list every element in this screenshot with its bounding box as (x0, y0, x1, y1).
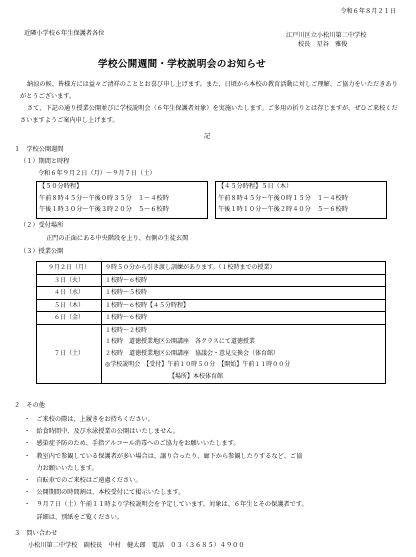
lesson-day: ７日（土） (37, 324, 102, 383)
schedule-50min-row (39, 195, 169, 203)
lessons-label: （３）授業公開 (20, 248, 64, 255)
schedule-time: 午前８時４５分～午後０時３５分 (39, 195, 132, 202)
list-item: ・ 自転車でのご来校はご遠慮ください。 (24, 477, 142, 485)
lesson-day: ６日（金） (37, 312, 102, 325)
ki-marker: 記 (204, 133, 211, 140)
lesson-desc: １校時～５校時 (102, 287, 386, 300)
table-row (37, 287, 386, 300)
saturday-line: １校時 道徳授業地区公開講座 各クラスにて道徳授業 (105, 338, 255, 346)
schedule-45min-heading: 【４５分時程】５日（木） (218, 183, 293, 190)
table-row (37, 274, 386, 287)
schedule-time: 午後１時３０分～午後３時２０分 (39, 206, 132, 213)
schedule-classes: １～４校時 (138, 195, 169, 202)
page-title: 学校公開週間・学校説明会のお知らせ (98, 59, 266, 70)
saturday-line: １校時～２校時 (105, 326, 148, 334)
recipients: 近隣小学校６年生保護者各位 (24, 30, 105, 37)
lessons-table (36, 261, 386, 384)
list-item: ・ ご来校の際は、上履きをお持ちください。 (24, 416, 154, 423)
list-item: ・ 公開期間の時間割は、本校受付にて掲示いたします。 (24, 489, 185, 497)
schedule-classes: ５～６校時 (317, 206, 348, 213)
list-item: 力お願いいたします。 (24, 464, 98, 472)
schedule-50min-heading: 【５０分時程】 (39, 183, 83, 190)
schedule-time: 午後１時１０分～午後２時４０分 (218, 206, 311, 213)
lesson-day: ５日（木） (37, 299, 102, 312)
lesson-desc-saturday (102, 324, 386, 383)
lesson-desc: １校時～６校時【４５分時程】 (102, 299, 386, 312)
schedule-time: 午前８時４５分～午後０時１５分 (218, 195, 311, 202)
schedule-classes: １～４校時 (317, 195, 348, 202)
lesson-day: ３日（火） (37, 274, 102, 287)
issue-date: 令和６年８月２１日 (340, 8, 396, 15)
lesson-desc: １校時～６校時 (102, 274, 386, 287)
notes-list (24, 414, 308, 524)
schedule-45min-box (215, 181, 387, 219)
list-item: ・ 感染症予防のため、手指アルコール消毒へのご協力をお願いいたします。 (24, 440, 240, 448)
school-name: 江戸川区立小松川第二中学校 (286, 32, 367, 39)
saturday-line: 【場所】本校体育館 (169, 372, 224, 380)
lesson-day: ９月２日（月） (37, 262, 102, 275)
contact-line: 小松川第二中学校 副校長 中村 健太郎 電話 ０３（３６８５）４９００ (28, 542, 245, 549)
schedule-classes: ５～６校時 (138, 206, 169, 213)
schedule-45min-row (218, 195, 348, 203)
table-row (37, 312, 386, 325)
saturday-line: ２校時 道徳授業地区公開講座 協議会・意見交換会（体育館） (105, 349, 280, 357)
table-row (37, 299, 386, 312)
list-item: ・ 給食時間中、及び水泳授業の公開はいたしません。 (24, 428, 180, 436)
section-3-heading: ３ 問い合わせ (14, 530, 58, 537)
lesson-desc: １校時～６校時 (102, 312, 386, 325)
schedule-50min-row (39, 206, 169, 214)
table-row (37, 324, 386, 383)
schedule-45min-row (218, 206, 348, 214)
intro-paragraph-1: 納涼の候、皆様方には益々ご清祥のこととお喜び申し上げます。また、日頃から本校の教育活動に対しご理解、ご協力をいただきありがとうございます。 (20, 81, 398, 100)
list-item: ・ ９月７日（土）午前１１時より学校説明会を予定しています。対象は、６年生とその保護者です。 (24, 501, 308, 509)
list-item: 詳細は、別紙をご覧ください。 (24, 513, 123, 521)
schedule-50min-box (36, 181, 208, 219)
list-item: ・ 教室内で参観している保護者が多い場合は、譲り合ったり、廊下から参観したりするなど、ご協 (24, 452, 303, 460)
lesson-day: ４日（水） (37, 287, 102, 300)
reception-text: 正門の正面にある中央階段を上り、右側の生徒玄関 (46, 235, 189, 242)
lesson-desc: ９時５０分から引き渡し訓練があります。（１校時までの授業） (102, 262, 386, 275)
section-1-heading: １ 学校公開週間 (14, 146, 64, 153)
intro-paragraph-2: さて、下記の通り授業公開並びに学校説明会（６年生保護者対象）を実施いたします。ご多用の折りとは存じますが、ぜひご来校くださいますようご案内申し上げます。 (20, 105, 398, 124)
principal-name: 校長 星谷 雅俊 (298, 41, 348, 48)
table-row (37, 262, 386, 275)
period-label: （１）期間と時程 (20, 158, 70, 165)
saturday-line: ◎学校説明会 【受付】午前１０時５０分 【開始】午前１１時００分 (105, 361, 291, 369)
reception-label: （２）受付場所 (20, 222, 64, 229)
section-2-heading: ２ その他 (14, 402, 45, 409)
period-dates: 令和６年９月２日（月）～９月７日（土） (38, 170, 156, 177)
